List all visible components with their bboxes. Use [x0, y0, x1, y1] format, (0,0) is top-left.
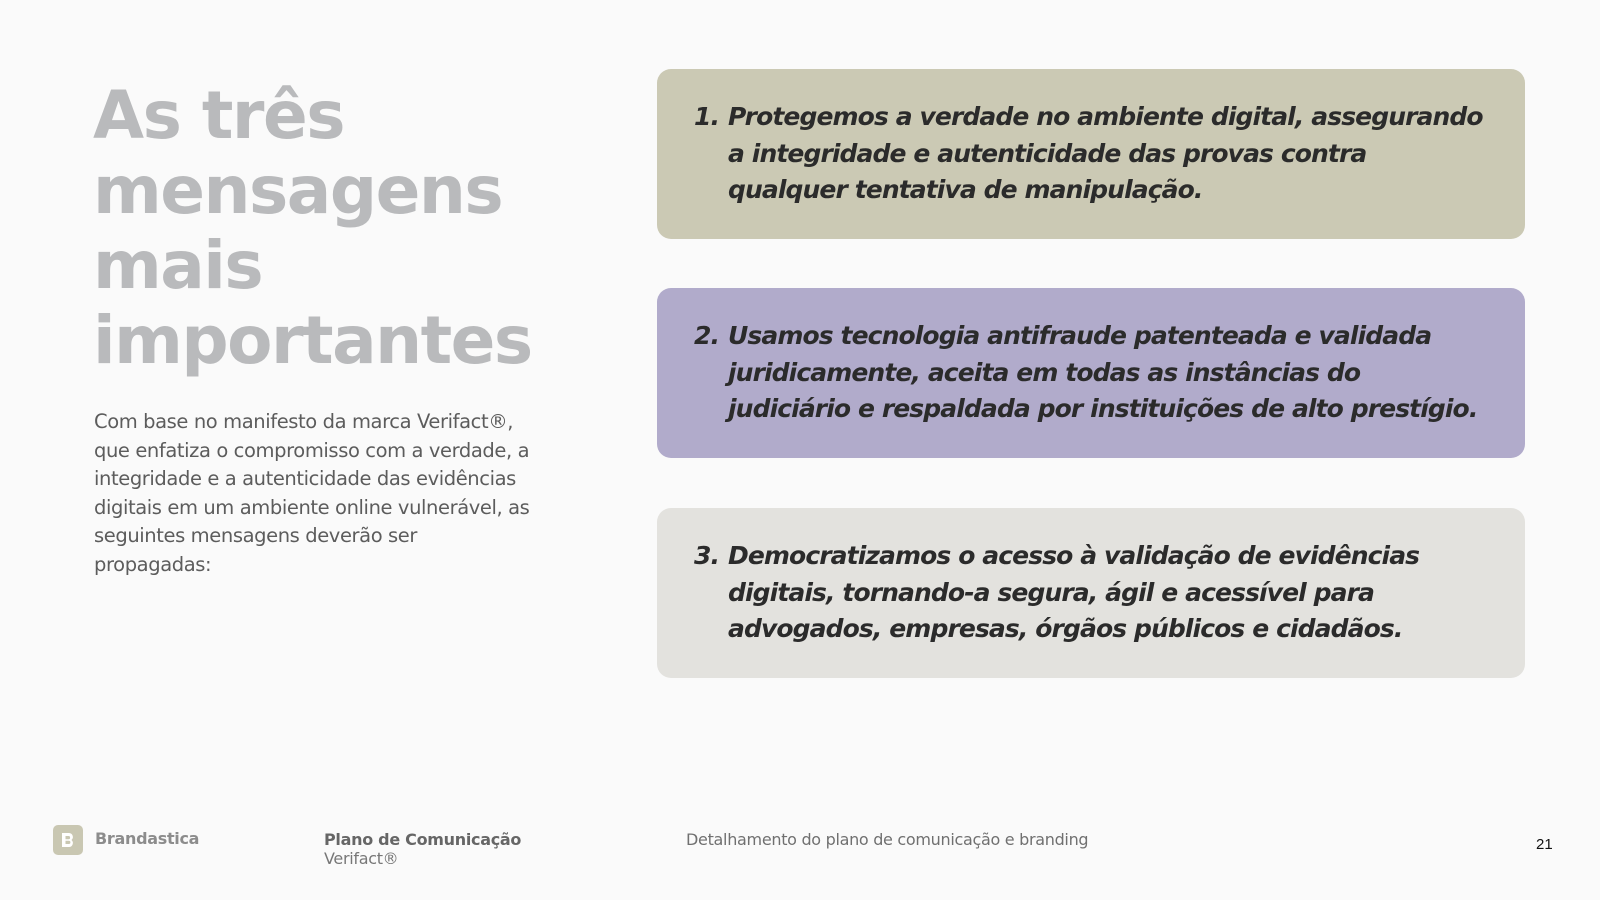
message-card-3: [657, 508, 1525, 678]
message-text: Usamos tecnologia antifraude patenteada e validada juridicamente, aceita em todas as instâncias do judiciário e respaldada por instituições de alto prestígio.: [728, 321, 1478, 423]
message-card-2: [657, 288, 1525, 458]
intro-paragraph: Com base no manifesto da marca Verifact®, que enfatiza o compromisso com a verdade, a integridade e a autenticidade das evidências digitais em um ambiente online vulnerável, as seguintes mensagens deverão ser propagadas:: [94, 410, 530, 576]
message-number: 3.: [694, 541, 720, 570]
title-line: mais: [93, 227, 263, 304]
message-card-1: [657, 69, 1525, 239]
plan-subtitle: Verifact®: [324, 849, 399, 868]
footer-description: Detalhamento do plano de comunicação e branding: [686, 830, 1089, 849]
message-text: Protegemos a verdade no ambiente digital, assegurando a integridade e autenticidade das provas contra qualquer tentativa de manipulação.: [728, 102, 1483, 204]
title-line: As três: [93, 77, 344, 154]
message-number: 1.: [694, 102, 720, 131]
brandastica-logo-icon: [53, 825, 83, 855]
page-number: 21: [1536, 836, 1553, 853]
title-line: mensagens: [93, 152, 503, 229]
title-line: importantes: [93, 302, 532, 379]
plan-title: Plano de Comunicação: [324, 830, 522, 849]
logo-glyph: [59, 831, 77, 849]
slide-title: [93, 78, 613, 378]
message-number: 2.: [694, 321, 720, 350]
message-text: Democratizamos o acesso à validação de evidências digitais, tornando-a segura, ágil e acessível para advogados, empresas, órgãos públicos e cidadãos.: [728, 541, 1420, 643]
brand-name: Brandastica: [95, 829, 200, 848]
